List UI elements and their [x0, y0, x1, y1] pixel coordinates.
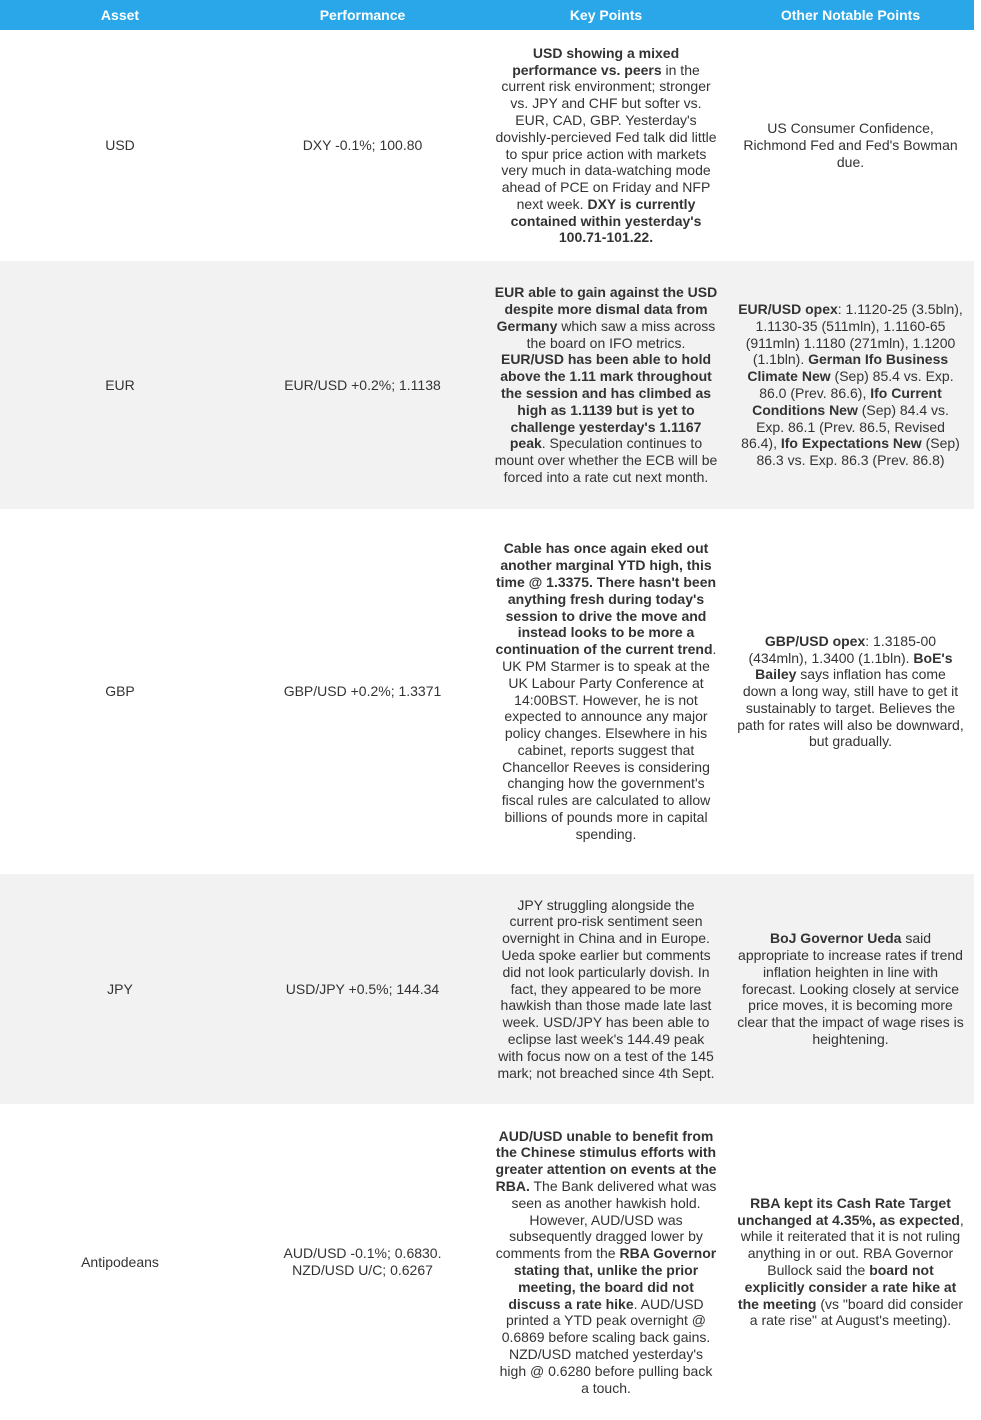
bold-text-segment: BoJ Governor Ueda [769, 930, 902, 947]
text-segment: , while it reiterated that it is not ruling anything in or out. RBA Governor Bullock said the [740, 1211, 964, 1278]
bold-text-segment: GBP/USD opex [764, 632, 866, 649]
table-row-usd [0, 30, 974, 261]
asset-cell: JPY [0, 874, 240, 1104]
bold-text-segment: AUD/USD unable to benefit from the Chinese stimulus efforts with greater attention on events at the RBA. [495, 1127, 717, 1195]
bold-text-segment: EUR/USD opex [738, 301, 838, 318]
table-row-gbp [0, 509, 974, 874]
bold-text-segment: EUR/USD has been able to hold above the 1.11 mark throughout the session and has climbed as high as 1.1139 but is yet to challenge yesterday's 1.1167 peak [500, 351, 712, 452]
text-segment: (Sep) 84.4 vs. Exp. 86.1 (Prev. 86.5, Revised 86.4), [741, 401, 949, 452]
asset-cell: EUR [0, 261, 240, 509]
text-segment: which saw a miss across the board on IFO metrics. [526, 317, 716, 351]
other-points-cell [727, 1104, 974, 1420]
text-segment: The Bank delivered what was seen as another hawkish hold. However, AUD/USD was subsequently dragged lower by comments from the [495, 1178, 717, 1262]
table-row-jpy [0, 874, 974, 1104]
bold-text-segment: EUR able to gain against the USD despite more dismal data from Germany [494, 284, 718, 334]
performance-cell: EUR/USD +0.2%; 1.1138 [240, 261, 485, 509]
bold-text-segment: BoE's Bailey [755, 649, 953, 683]
other-points-cell [727, 30, 974, 261]
key-points-cell [485, 261, 727, 509]
table-row-eur [0, 261, 974, 509]
performance-cell [240, 1104, 485, 1420]
key-points-cell [485, 30, 727, 261]
table-body [0, 30, 974, 1420]
bold-text-segment: RBA Governor stating that, unlike the prior meeting, the board did not discuss a rate hike [508, 1245, 717, 1312]
bold-text-segment: board not explicitly consider a rate hike at the meeting [737, 1262, 957, 1312]
performance-cell: DXY -0.1%; 100.80 [240, 30, 485, 261]
bold-text-segment: Ifo Expectations New [780, 435, 922, 452]
performance-cell: GBP/USD +0.2%; 1.3371 [240, 509, 485, 874]
other-points-cell [727, 874, 974, 1104]
bold-text-segment: Ifo Current Conditions New [752, 385, 942, 418]
text-segment: says inflation has come down a long way, still have to get it sustainably to target. Believes the path for rates will also be downward, but gradually. [737, 666, 964, 750]
header-key-points: Key Points [485, 0, 727, 30]
asset-cell: GBP [0, 509, 240, 874]
text-segment: : 1.1120-25 (3.5bln), 1.1130-35 (511mln), 1.1160-65 (911mln) 1.1180 (271mln), 1.1200 (1.1bln). [745, 301, 963, 368]
performance-text: AUD/USD -0.1%; 0.6830. NZD/USD U/C; 0.6267 [283, 1245, 442, 1278]
text-segment: (vs "board did consider a rate rise" at August's meeting). [749, 1295, 964, 1329]
asset-cell: Antipodeans [0, 1104, 240, 1420]
text-segment: US Consumer Confidence, Richmond Fed and Fed's Bowman due. [743, 120, 958, 170]
bold-text-segment: Cable has once again eked out another marginal YTD high, this time @ 1.3375. There hasn't been anything fresh during today's session to drive the move and instead looks to be more a continuation of the current trend [495, 540, 717, 658]
asset-cell: USD [0, 30, 240, 261]
header-performance: Performance [240, 0, 485, 30]
bold-text-segment: USD showing a mixed performance vs. peers [512, 44, 680, 78]
key-points-cell [485, 874, 727, 1104]
text-segment: (Sep) 86.3 vs. Exp. 86.3 (Prev. 86.8) [756, 435, 960, 469]
text-segment: . Speculation continues to mount over whether the ECB will be forced into a rate cut next month. [494, 435, 718, 485]
bold-text-segment: RBA kept its Cash Rate Target unchanged at 4.35%, as expected [737, 1194, 960, 1228]
bold-text-segment: German Ifo Business Climate New [747, 351, 949, 385]
table-header [0, 0, 974, 30]
text-segment: in the current risk environment; stronger vs. JPY and CHF but softer vs. EUR, CAD, GBP. Yesterday's dovishly-percieved Fed talk did little to spur price action with markets very much in data-watching mode ahead of PCE on Friday and NFP next week. [495, 61, 717, 212]
text-segment: . UK PM Starmer is to speak at the UK Labour Party Conference at 14:00BST. However, he is not expected to announce any major policy changes. Elsewhere in his cabinet, reports suggest that Chancellor Reeves is considering changing how the government's fiscal rules are calculated to allow billions of pounds more in capital spending. [501, 641, 717, 842]
text-segment: . AUD/USD printed a YTD peak overnight @ 0.6869 before scaling back gains. NZD/USD matched yesterday's high @ 0.6280 before pulling back a touch. [499, 1295, 713, 1396]
other-points-cell [727, 261, 974, 509]
bold-text-segment: DXY is currently contained within yesterday's 100.71-101.22. [510, 195, 702, 246]
text-segment: (Sep) 85.4 vs. Exp. 86.0 (Prev. 86.6), [759, 368, 954, 401]
performance-cell: USD/JPY +0.5%; 144.34 [240, 874, 485, 1104]
table-row-antipodeans [0, 1104, 974, 1420]
key-points-cell [485, 509, 727, 874]
header-row [0, 0, 974, 30]
key-points-cell [485, 1104, 727, 1420]
header-asset: Asset [0, 0, 240, 30]
text-segment: said appropriate to increase rates if trend inflation heighten in line with forecast. Looking closely at service price moves, it is becoming more clear that the impact of wage rises is heightening. [737, 930, 964, 1047]
text-segment: JPY struggling alongside the current pro-risk sentiment seen overnight in China and in Europe. Ueda spoke earlier but comments did not look particularly dovish. In fact, they appeared to be more hawkish than those made late last week. USD/JPY has been able to eclipse last week's 144.49 peak with focus now on a test of the 145 mark; not breached since 4th Sept. [497, 896, 715, 1081]
text-segment: : 1.3185-00 (434mln), 1.3400 (1.1bln). [748, 632, 937, 666]
header-other-points: Other Notable Points [727, 0, 974, 30]
other-points-cell [727, 509, 974, 874]
